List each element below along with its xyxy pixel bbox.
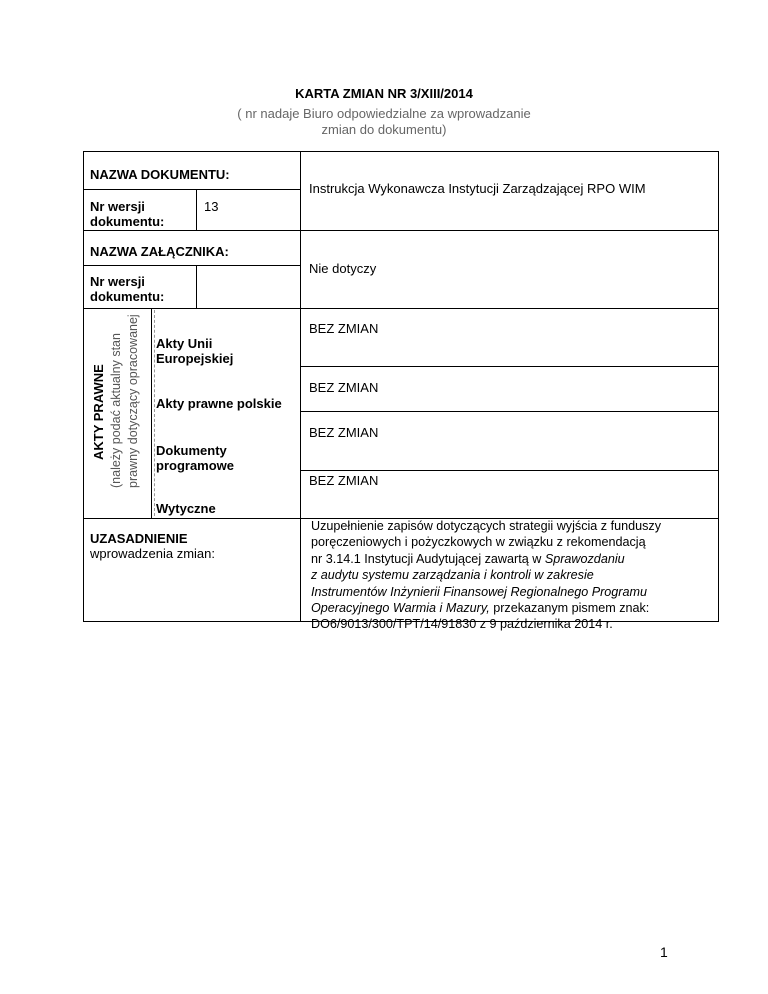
document-name-value: Instrukcja Wykonawcza Instytucji Zarządzającej RPO WIM (309, 181, 646, 196)
document-version-value: 13 (204, 199, 219, 214)
justification-line-1: Uzupełnienie zapisów dotyczących strategii wyjścia z funduszy (311, 519, 661, 533)
document-version-label (90, 199, 164, 229)
justification-line-6 (311, 600, 713, 616)
justification-report-title: Sprawozdaniu (544, 551, 625, 566)
attachment-name-label: NAZWA ZAŁĄCZNIKA: (90, 244, 229, 259)
document-name-label: NAZWA DOKUMENTU: (90, 167, 230, 182)
justification-line-7: DO6/9013/300/TPT/14/91830 z 9 października 2014 r. (311, 617, 613, 632)
justification-label-block (90, 531, 215, 561)
legal-side-title: AKTY PRAWNE (91, 364, 106, 460)
justification-line-4: z audytu systemu zarządzania i kontroli w zakresie (311, 568, 594, 583)
page-number: 1 (660, 944, 668, 960)
legal-row-eu-label-line-1: Akty Unii (156, 336, 213, 351)
justification-line-6-text: przekazanym pismem znak: (489, 601, 650, 616)
justification-sublabel: wprowadzenia zmian: (90, 546, 216, 561)
attachment-name-value: Nie dotyczy (309, 261, 377, 276)
justification-line-2: poręczeniowych i pożyczkowych w związku z rekomendacją (311, 535, 646, 550)
attachment-version-label-line-2: dokumentu: (90, 289, 165, 304)
legal-row-guidelines-value: BEZ ZMIAN (309, 473, 379, 488)
justification-line-3-text: nr 3.14.1 Instytucji Audytującej zawartą w (311, 551, 545, 566)
document-version-label-line-1: Nr wersji (90, 199, 145, 214)
attachment-version-label (90, 274, 164, 304)
legal-side-note-line-1: (należy podać aktualny stan (109, 333, 123, 488)
justification-text (311, 518, 713, 633)
justification-program-name: Operacyjnego Warmia i Mazury, (311, 601, 490, 616)
justification-label: UZASADNIENIE (90, 531, 188, 546)
justification-line-3 (311, 551, 713, 567)
card-title: KARTA ZMIAN NR 3/XIII/2014 (295, 86, 473, 101)
legal-row-polish-value: BEZ ZMIAN (309, 380, 379, 395)
legal-row-program-value: BEZ ZMIAN (309, 425, 379, 440)
legal-row-eu-value: BEZ ZMIAN (309, 321, 379, 336)
legal-row-program-label-line-1: Dokumenty (156, 443, 227, 458)
legal-row-guidelines-label: Wytyczne (156, 501, 216, 516)
legal-row-program-label-line-2: programowe (156, 458, 235, 473)
legal-row-eu-label-line-2: Europejskiej (156, 351, 234, 366)
legal-row-polish-label: Akty prawne polskie (156, 396, 282, 411)
card-subtitle (0, 106, 768, 138)
document-version-label-line-2: dokumentu: (90, 214, 165, 229)
subtitle-line-1: ( nr nadaje Biuro odpowiedzialne za wprowadzanie (237, 106, 531, 121)
justification-line-5: Instrumentów Inżynierii Finansowej Regionalnego Programu (311, 584, 648, 599)
attachment-version-label-line-1: Nr wersji (90, 274, 145, 289)
subtitle-line-2: zmian do dokumentu) (321, 122, 447, 137)
legal-side-note-line-2: prawny dotyczący opracowanej (126, 314, 140, 488)
legal-row-eu-label (156, 336, 233, 366)
legal-row-program-label (156, 443, 234, 473)
